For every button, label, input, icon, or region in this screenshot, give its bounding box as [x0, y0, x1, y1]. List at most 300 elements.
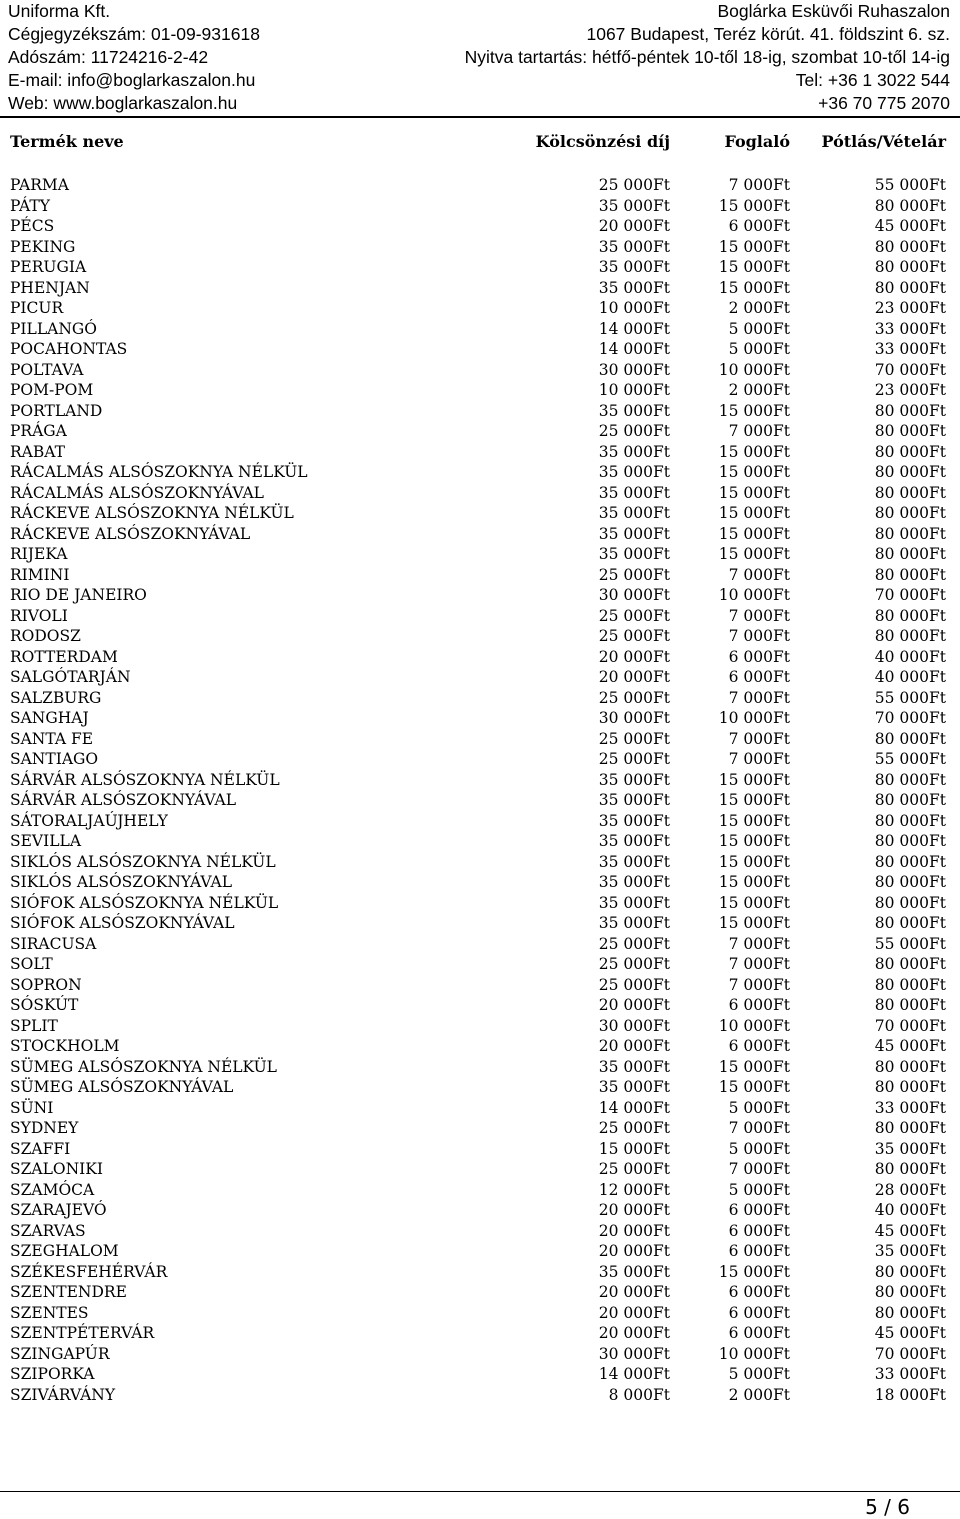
footer-divider — [0, 1491, 960, 1492]
rental-fee: 20 000Ft — [598, 1037, 670, 1055]
table-row — [10, 360, 946, 381]
rental-fee: 20 000Ft — [598, 1242, 670, 1260]
replacement-price: 18 000Ft — [874, 1385, 946, 1404]
table-row — [10, 339, 946, 360]
table-row — [10, 1139, 946, 1160]
deposit: 7 000Ft — [728, 606, 790, 625]
replacement-price: 33 000Ft — [874, 319, 946, 338]
product-name: SZENTES — [10, 1303, 89, 1322]
replacement-price: 80 000Ft — [874, 1078, 946, 1096]
table-row — [10, 1180, 946, 1201]
deposit: 6 000Ft — [728, 1242, 790, 1260]
deposit: 5 000Ft — [728, 1365, 790, 1383]
rental-fee: 35 000Ft — [598, 914, 670, 932]
replacement-price: 80 000Ft — [874, 811, 946, 830]
table-row — [10, 483, 946, 504]
deposit: 6 000Ft — [728, 217, 790, 235]
deposit: 15 000Ft — [718, 463, 790, 481]
table-row — [10, 667, 946, 688]
rental-fee: 35 000Ft — [598, 258, 670, 276]
table-row — [10, 1323, 946, 1344]
rental-fee: 25 000Ft — [598, 606, 670, 625]
product-name: RIVOLI — [10, 606, 68, 625]
replacement-price: 80 000Ft — [874, 770, 946, 789]
product-name: SÜNI — [10, 1098, 54, 1117]
deposit: 15 000Ft — [718, 442, 790, 461]
table-row — [10, 257, 946, 278]
product-name: STOCKHOLM — [10, 1037, 120, 1055]
product-name: SZÉKESFEHÉRVÁR — [10, 1262, 168, 1281]
rental-fee: 20 000Ft — [598, 996, 670, 1014]
replacement-price: 80 000Ft — [874, 545, 946, 563]
product-name: SYDNEY — [10, 1119, 79, 1137]
rental-fee: 25 000Ft — [598, 1160, 670, 1178]
rental-fee: 20 000Ft — [598, 1324, 670, 1342]
rental-fee: 14 000Ft — [598, 340, 670, 358]
rental-fee: 35 000Ft — [598, 1078, 670, 1096]
rental-fee: 35 000Ft — [598, 504, 670, 522]
rental-fee: 25 000Ft — [598, 688, 670, 707]
replacement-price: 80 000Ft — [874, 975, 946, 994]
rental-fee: 35 000Ft — [598, 545, 670, 563]
header-product-name: Termék neve — [10, 132, 124, 151]
deposit: 15 000Ft — [718, 811, 790, 830]
replacement-price: 80 000Ft — [874, 278, 946, 297]
website: Web: www.boglarkaszalon.hu — [8, 93, 238, 113]
rental-fee: 35 000Ft — [598, 1057, 670, 1076]
product-name: SANGHAJ — [10, 709, 89, 727]
rental-fee: 30 000Ft — [598, 586, 670, 604]
replacement-price: 80 000Ft — [874, 996, 946, 1014]
deposit: 6 000Ft — [728, 647, 790, 666]
rental-fee: 35 000Ft — [598, 483, 670, 502]
replacement-price: 80 000Ft — [874, 237, 946, 256]
table-row — [10, 216, 946, 237]
deposit: 6 000Ft — [728, 996, 790, 1014]
rental-fee: 30 000Ft — [598, 709, 670, 727]
table-row — [10, 954, 946, 975]
table-row — [10, 1262, 946, 1283]
table-row — [10, 893, 946, 914]
replacement-price: 80 000Ft — [874, 1160, 946, 1178]
rental-fee: 25 000Ft — [598, 750, 670, 768]
replacement-price: 80 000Ft — [874, 1057, 946, 1076]
rental-fee: 20 000Ft — [598, 1221, 670, 1240]
replacement-price: 70 000Ft — [874, 1016, 946, 1035]
deposit: 15 000Ft — [718, 873, 790, 891]
company-info — [8, 0, 260, 115]
deposit: 15 000Ft — [718, 237, 790, 256]
deposit: 7 000Ft — [728, 1160, 790, 1178]
product-name: RODOSZ — [10, 627, 81, 645]
rental-fee: 25 000Ft — [598, 1119, 670, 1137]
table-row — [10, 1221, 946, 1242]
phone-mobile: +36 70 775 2070 — [818, 93, 950, 113]
table-row — [10, 872, 946, 893]
product-name: SPLIT — [10, 1016, 58, 1035]
rental-fee: 35 000Ft — [598, 1262, 670, 1281]
deposit: 6 000Ft — [728, 1201, 790, 1219]
product-name: ROTTERDAM — [10, 647, 118, 666]
deposit: 15 000Ft — [718, 483, 790, 502]
product-name: SZARVAS — [10, 1221, 86, 1240]
product-name: SZARAJEVÓ — [10, 1201, 107, 1219]
table-row — [10, 831, 946, 852]
product-name: SÜMEG ALSÓSZOKNYÁVAL — [10, 1078, 234, 1096]
product-name: SIKLÓS ALSÓSZOKNYÁVAL — [10, 873, 232, 891]
header-replacement-price: Pótlás/Vételár — [821, 132, 946, 151]
company-name: Uniforma Kft. — [8, 1, 111, 21]
rental-fee: 20 000Ft — [598, 217, 670, 235]
replacement-price: 80 000Ft — [874, 852, 946, 871]
product-name: RIJEKA — [10, 545, 68, 563]
product-name: SZIVÁRVÁNY — [10, 1385, 116, 1404]
deposit: 5 000Ft — [728, 319, 790, 338]
replacement-price: 80 000Ft — [874, 483, 946, 502]
replacement-price: 80 000Ft — [874, 422, 946, 440]
product-name: SANTIAGO — [10, 750, 99, 768]
product-name: PILLANGÓ — [10, 319, 97, 338]
deposit: 5 000Ft — [728, 1139, 790, 1158]
table-row — [10, 1385, 946, 1406]
product-name: SZINGAPÚR — [10, 1344, 110, 1363]
deposit: 6 000Ft — [728, 1221, 790, 1240]
replacement-price: 33 000Ft — [874, 340, 946, 358]
replacement-price: 80 000Ft — [874, 955, 946, 973]
rental-fee: 30 000Ft — [598, 1016, 670, 1035]
table-row — [10, 852, 946, 873]
deposit: 7 000Ft — [728, 750, 790, 768]
product-name: SIÓFOK ALSÓSZOKNYA NÉLKÜL — [10, 893, 279, 912]
replacement-price: 40 000Ft — [874, 647, 946, 666]
table-row — [10, 975, 946, 996]
replacement-price: 40 000Ft — [874, 1201, 946, 1219]
product-name: SZAMÓCA — [10, 1180, 95, 1199]
table-row — [10, 1098, 946, 1119]
product-name: PÉCS — [10, 217, 55, 235]
deposit: 7 000Ft — [728, 565, 790, 584]
page-number: 5 / 6 — [865, 1495, 910, 1519]
product-name: SZAFFI — [10, 1139, 71, 1158]
table-row — [10, 401, 946, 422]
product-name: SANTA FE — [10, 729, 94, 748]
rental-fee: 35 000Ft — [598, 893, 670, 912]
product-name: SÓSKÚT — [10, 996, 79, 1014]
product-name: SEVILLA — [10, 832, 82, 850]
table-row — [10, 749, 946, 770]
deposit: 15 000Ft — [718, 401, 790, 420]
table-row — [10, 1282, 946, 1303]
product-name: PHENJAN — [10, 278, 90, 297]
rental-fee: 14 000Ft — [598, 319, 670, 338]
table-row — [10, 1303, 946, 1324]
product-name: SZALONIKI — [10, 1160, 103, 1178]
replacement-price: 70 000Ft — [874, 709, 946, 727]
table-row — [10, 503, 946, 524]
product-name: SIÓFOK ALSÓSZOKNYÁVAL — [10, 914, 235, 932]
rental-fee: 25 000Ft — [598, 422, 670, 440]
table-row — [10, 790, 946, 811]
replacement-price: 80 000Ft — [874, 729, 946, 748]
replacement-price: 80 000Ft — [874, 1283, 946, 1301]
replacement-price: 80 000Ft — [874, 504, 946, 522]
table-row — [10, 606, 946, 627]
deposit: 7 000Ft — [728, 688, 790, 707]
table-row — [10, 770, 946, 791]
replacement-price: 80 000Ft — [874, 1119, 946, 1137]
phone-landline: Tel: +36 1 3022 544 — [795, 70, 950, 90]
rental-fee: 35 000Ft — [598, 832, 670, 850]
deposit: 7 000Ft — [728, 176, 790, 194]
product-name: SÁTORALJAÚJHELY — [10, 811, 168, 830]
table-row — [10, 319, 946, 340]
product-name: SOPRON — [10, 975, 82, 994]
table-row — [10, 934, 946, 955]
deposit: 15 000Ft — [718, 278, 790, 297]
table-row — [10, 626, 946, 647]
table-row — [10, 1344, 946, 1365]
table-row — [10, 1036, 946, 1057]
deposit: 7 000Ft — [728, 975, 790, 994]
table-row — [10, 442, 946, 463]
replacement-price: 45 000Ft — [874, 1037, 946, 1055]
deposit: 15 000Ft — [718, 770, 790, 789]
deposit: 6 000Ft — [728, 1037, 790, 1055]
product-name: PICUR — [10, 299, 64, 317]
deposit: 15 000Ft — [718, 791, 790, 809]
rental-fee: 14 000Ft — [598, 1365, 670, 1383]
table-row — [10, 565, 946, 586]
table-row — [10, 913, 946, 934]
email: E-mail: info@boglarkaszalon.hu — [8, 70, 256, 90]
product-name: SÁRVÁR ALSÓSZOKNYA NÉLKÜL — [10, 770, 280, 789]
replacement-price: 80 000Ft — [874, 196, 946, 215]
deposit: 15 000Ft — [718, 545, 790, 563]
replacement-price: 80 000Ft — [874, 442, 946, 461]
rental-fee: 25 000Ft — [598, 975, 670, 994]
product-name: PARMA — [10, 176, 69, 194]
deposit: 15 000Ft — [718, 524, 790, 543]
product-name: SZIPORKA — [10, 1365, 95, 1383]
letterhead — [0, 0, 960, 118]
replacement-price: 80 000Ft — [874, 524, 946, 543]
product-name: PÁTY — [10, 196, 50, 215]
replacement-price: 80 000Ft — [874, 873, 946, 891]
rental-fee: 25 000Ft — [598, 729, 670, 748]
replacement-price: 80 000Ft — [874, 914, 946, 932]
deposit: 15 000Ft — [718, 1262, 790, 1281]
deposit: 6 000Ft — [728, 668, 790, 686]
table-row — [10, 1364, 946, 1385]
rental-fee: 30 000Ft — [598, 1344, 670, 1363]
replacement-price: 80 000Ft — [874, 606, 946, 625]
rental-fee: 25 000Ft — [598, 955, 670, 973]
deposit: 10 000Ft — [718, 586, 790, 604]
registration-number: Cégjegyzékszám: 01-09-931618 — [8, 24, 260, 44]
header-rental-fee: Kölcsönzési díj — [535, 132, 670, 151]
deposit: 15 000Ft — [718, 258, 790, 276]
table-row — [10, 647, 946, 668]
rental-fee: 20 000Ft — [598, 647, 670, 666]
deposit: 6 000Ft — [728, 1283, 790, 1301]
product-name: RÁCALMÁS ALSÓSZOKNYA NÉLKÜL — [10, 463, 308, 481]
product-name: SALZBURG — [10, 688, 102, 707]
rental-fee: 10 000Ft — [598, 299, 670, 317]
table-row — [10, 1057, 946, 1078]
product-name: POCAHONTAS — [10, 340, 128, 358]
salon-info — [465, 0, 950, 115]
price-table — [10, 175, 946, 1405]
table-row — [10, 544, 946, 565]
table-row — [10, 688, 946, 709]
deposit: 7 000Ft — [728, 934, 790, 953]
replacement-price: 55 000Ft — [874, 688, 946, 707]
product-name: SIKLÓS ALSÓSZOKNYA NÉLKÜL — [10, 852, 276, 871]
table-row — [10, 1241, 946, 1262]
product-name: POLTAVA — [10, 360, 84, 379]
rental-fee: 25 000Ft — [598, 934, 670, 953]
table-row — [10, 175, 946, 196]
deposit: 15 000Ft — [718, 832, 790, 850]
rental-fee: 20 000Ft — [598, 1303, 670, 1322]
replacement-price: 23 000Ft — [874, 299, 946, 317]
product-name: RÁCKEVE ALSÓSZOKNYÁVAL — [10, 524, 251, 543]
replacement-price: 80 000Ft — [874, 258, 946, 276]
replacement-price: 55 000Ft — [874, 934, 946, 953]
table-row — [10, 811, 946, 832]
deposit: 10 000Ft — [718, 360, 790, 379]
table-row — [10, 196, 946, 217]
replacement-price: 40 000Ft — [874, 668, 946, 686]
rental-fee: 25 000Ft — [598, 176, 670, 194]
deposit: 7 000Ft — [728, 627, 790, 645]
rental-fee: 25 000Ft — [598, 565, 670, 584]
deposit: 15 000Ft — [718, 1057, 790, 1076]
rental-fee: 25 000Ft — [598, 627, 670, 645]
replacement-price: 23 000Ft — [874, 381, 946, 399]
deposit: 10 000Ft — [718, 1344, 790, 1363]
rental-fee: 15 000Ft — [598, 1139, 670, 1158]
rental-fee: 35 000Ft — [598, 852, 670, 871]
deposit: 2 000Ft — [728, 1385, 790, 1404]
replacement-price: 33 000Ft — [874, 1098, 946, 1117]
deposit: 15 000Ft — [718, 1078, 790, 1096]
salon-address: 1067 Budapest, Teréz körút. 41. földszint 6. sz. — [586, 24, 950, 44]
replacement-price: 80 000Ft — [874, 627, 946, 645]
rental-fee: 20 000Ft — [598, 1201, 670, 1219]
header-deposit: Foglaló — [724, 132, 790, 151]
replacement-price: 80 000Ft — [874, 1303, 946, 1322]
product-name: PERUGIA — [10, 258, 87, 276]
replacement-price: 45 000Ft — [874, 1221, 946, 1240]
product-name: RABAT — [10, 442, 65, 461]
deposit: 15 000Ft — [718, 504, 790, 522]
replacement-price: 28 000Ft — [874, 1180, 946, 1199]
rental-fee: 35 000Ft — [598, 791, 670, 809]
replacement-price: 45 000Ft — [874, 1324, 946, 1342]
deposit: 10 000Ft — [718, 709, 790, 727]
deposit: 7 000Ft — [728, 729, 790, 748]
product-name: SALGÓTARJÁN — [10, 668, 131, 686]
product-name: POM-POM — [10, 381, 94, 399]
table-row — [10, 237, 946, 258]
table-row — [10, 524, 946, 545]
product-name: RÁCKEVE ALSÓSZOKNYA NÉLKÜL — [10, 504, 294, 522]
table-row — [10, 1077, 946, 1098]
table-row — [10, 421, 946, 442]
rental-fee: 35 000Ft — [598, 196, 670, 215]
replacement-price: 70 000Ft — [874, 360, 946, 379]
rental-fee: 10 000Ft — [598, 381, 670, 399]
table-row — [10, 1200, 946, 1221]
replacement-price: 80 000Ft — [874, 791, 946, 809]
table-row — [10, 380, 946, 401]
table-row — [10, 298, 946, 319]
rental-fee: 35 000Ft — [598, 278, 670, 297]
replacement-price: 80 000Ft — [874, 832, 946, 850]
deposit: 5 000Ft — [728, 340, 790, 358]
replacement-price: 80 000Ft — [874, 463, 946, 481]
product-name: SZENTENDRE — [10, 1283, 127, 1301]
table-row — [10, 729, 946, 750]
rental-fee: 35 000Ft — [598, 873, 670, 891]
product-name: SIRACUSA — [10, 934, 97, 953]
replacement-price: 70 000Ft — [874, 1344, 946, 1363]
deposit: 15 000Ft — [718, 914, 790, 932]
product-name: PRÁGA — [10, 422, 67, 440]
table-row — [10, 708, 946, 729]
rental-fee: 35 000Ft — [598, 811, 670, 830]
deposit: 2 000Ft — [728, 381, 790, 399]
product-name: PEKING — [10, 237, 76, 256]
table-row — [10, 1159, 946, 1180]
replacement-price: 35 000Ft — [874, 1139, 946, 1158]
deposit: 6 000Ft — [728, 1324, 790, 1342]
product-name: SZENTPÉTERVÁR — [10, 1324, 155, 1342]
rental-fee: 35 000Ft — [598, 401, 670, 420]
replacement-price: 55 000Ft — [874, 176, 946, 194]
table-row — [10, 1016, 946, 1037]
rental-fee: 35 000Ft — [598, 524, 670, 543]
deposit: 10 000Ft — [718, 1016, 790, 1035]
rental-fee: 35 000Ft — [598, 442, 670, 461]
deposit: 7 000Ft — [728, 1119, 790, 1137]
replacement-price: 35 000Ft — [874, 1242, 946, 1260]
table-row — [10, 278, 946, 299]
rental-fee: 20 000Ft — [598, 1283, 670, 1301]
deposit: 5 000Ft — [728, 1098, 790, 1117]
opening-hours: Nyitva tartartás: hétfő-péntek 10-től 18-ig, szombat 10-től 14-ig — [464, 47, 950, 67]
rental-fee: 20 000Ft — [598, 668, 670, 686]
rental-fee: 30 000Ft — [598, 360, 670, 379]
rental-fee: 14 000Ft — [598, 1098, 670, 1117]
deposit: 15 000Ft — [718, 852, 790, 871]
replacement-price: 45 000Ft — [874, 217, 946, 235]
replacement-price: 33 000Ft — [874, 1365, 946, 1383]
replacement-price: 80 000Ft — [874, 401, 946, 420]
replacement-price: 70 000Ft — [874, 586, 946, 604]
table-row — [10, 462, 946, 483]
product-name: RIO DE JANEIRO — [10, 586, 147, 604]
salon-name: Boglárka Esküvői Ruhaszalon — [717, 1, 950, 21]
rental-fee: 8 000Ft — [608, 1385, 670, 1404]
product-name: RIMINI — [10, 565, 70, 584]
deposit: 7 000Ft — [728, 422, 790, 440]
table-header — [10, 132, 946, 156]
table-row — [10, 995, 946, 1016]
rental-fee: 35 000Ft — [598, 463, 670, 481]
replacement-price: 80 000Ft — [874, 565, 946, 584]
